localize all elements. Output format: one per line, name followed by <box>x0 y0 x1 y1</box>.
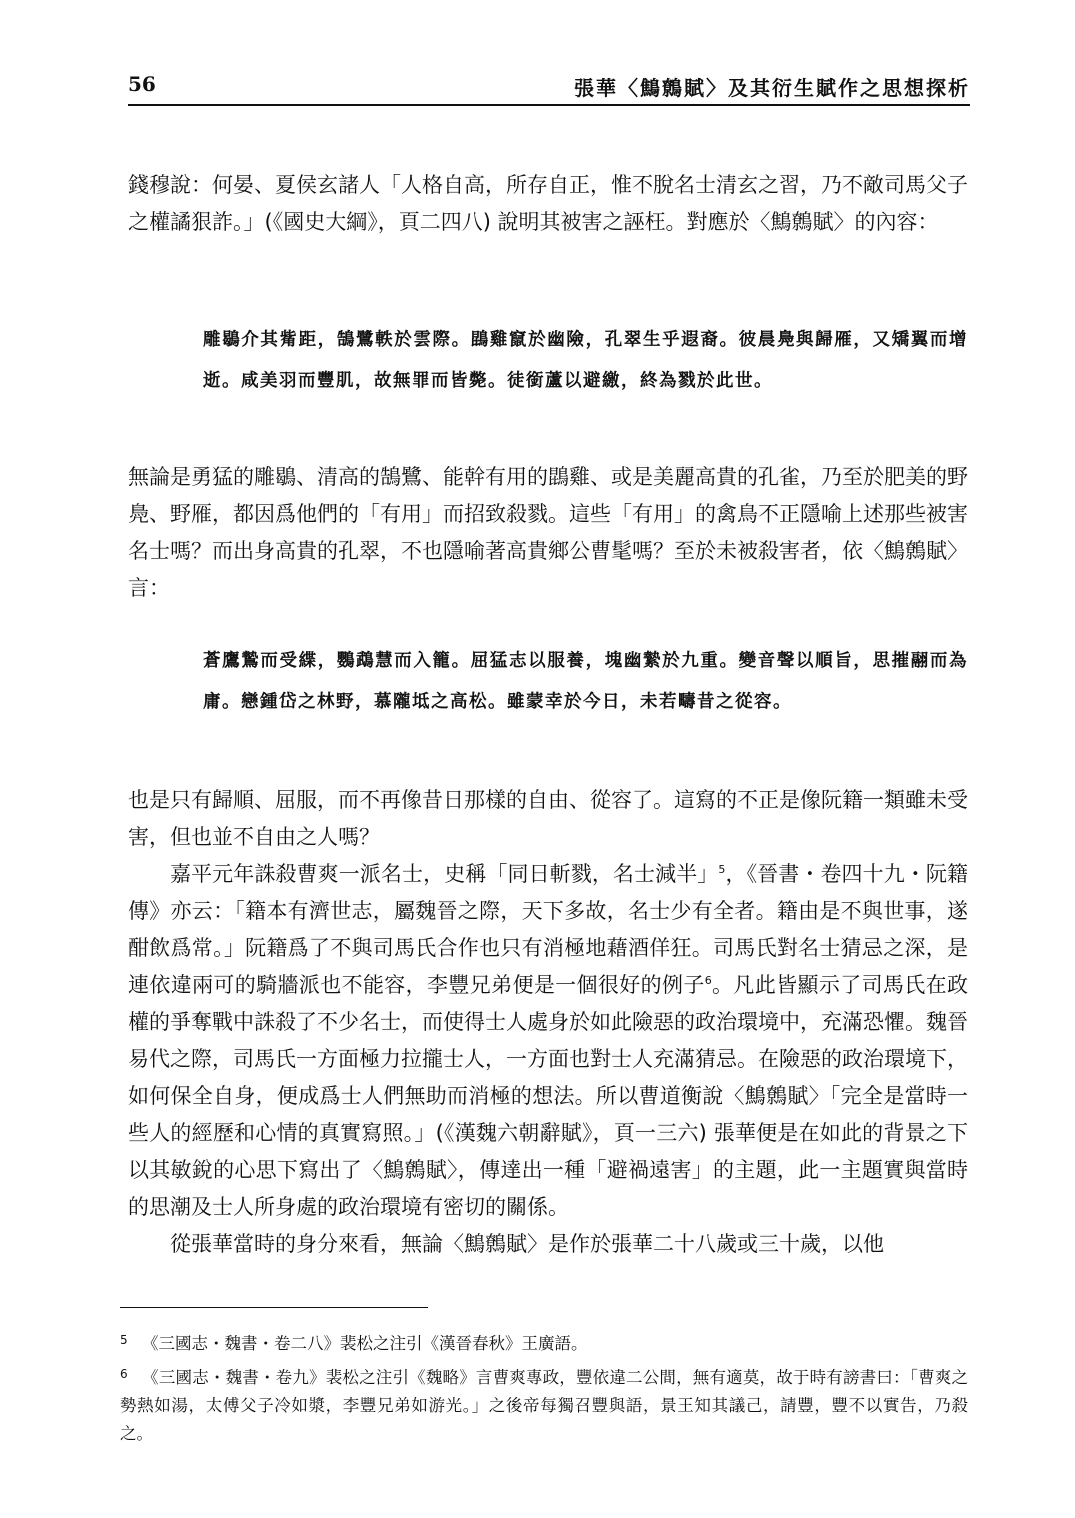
paragraph-4-text-b: ，《晉書・卷四十九・阮籍傳》亦云：「籍本有濟世志，屬魏晉之際，天下多故，名士少有全者。籍由是不與世事，遂酣飲爲常。」阮籍爲了不與司馬氏合作也只有消極地藉酒佯狂。司馬氏對名士猜忌之深，是連依違兩可的騎牆派也不能容，李豐兄弟便是一個很好的例子 <box>128 862 969 997</box>
body-paragraph-1: 錢穆說：何晏、夏侯玄諸人「人格自高，所存自正，惟不脫名士清玄之習，乃不敵司馬父子之權譎狠詐。」(《國史大綱》，頁二四八) 說明其被害之誣枉。對應於〈鷦鷯賦〉的內容： <box>128 173 968 234</box>
footnote-text-6: 《三國志・魏書・卷九》裴松之注引《魏略》言曹爽專政，豐依違二公間，無有適莫，故于時有謗書曰：「曹爽之勢熱如湯，太傅父子冷如漿，李豐兄弟如游光。」之後帝每獨召豐與語，景王知其議己，請豐，豐不以實告，乃殺之。 <box>120 1368 968 1443</box>
paragraph-4-text-c: 。凡此皆顯示了司馬氏在政權的爭奪戰中誅殺了不少名士，而使得士人處身於如此險惡的政治環境中，充滿恐懼。魏晉易代之際，司馬氏一方面極力拉攏士人，一方面也對士人充滿猜忌。在險惡的政治環境下，如何保全自身，便成爲士人們無助而消極的想法。所以曹道衡說〈鷦鷯賦〉「完全是當時一些人的經歷和心情的真實寫照。」(《漢魏六朝辭賦》，頁一三六) 張華便是在如此的背景之下以其敏銳的心思下寫出了〈鷦鷯賦〉，傳達出一種「避禍遠害」的主題，此一主題實與當時的思潮及士人所身處的政治環境有密切的關係。 <box>128 973 969 1219</box>
footnote-separator <box>120 1307 428 1308</box>
footnote-mark-6: 6 <box>120 1367 128 1381</box>
footnote-ref-6[interactable]: 6 <box>704 974 712 987</box>
running-title: 張華〈鷦鷯賦〉及其衍生賦作之思想探析 <box>574 76 970 100</box>
block-quote-2: 蒼鷹鷙而受緤，鸚鵡慧而入籠。屈猛志以服養，塊幽縶於九重。變音聲以順旨，思摧翮而為庸。戀鍾岱之林野，慕隴坻之高松。雖蒙幸於今日，未若疇昔之從容。 <box>203 651 968 712</box>
body-paragraph-5: 從張華當時的身分來看，無論〈鷦鷯賦〉是作於張華二十八歲或三十歲，以他 <box>170 1232 884 1256</box>
running-header <box>128 70 970 106</box>
footnote-5 <box>120 1330 968 1358</box>
block-quote-1: 雕鶡介其觜距，鵠鷺軼於雲際。鵾雞竄於幽險，孔翠生乎遐裔。彼晨鳧與歸雁，又矯翼而增逝。咸美羽而豐肌，故無罪而皆斃。徒銜蘆以避繳，終為戮於此世。 <box>203 330 968 391</box>
footnote-mark-5: 5 <box>120 1333 128 1347</box>
page-number: 56 <box>128 72 156 96</box>
footnote-6 <box>120 1364 968 1448</box>
body-paragraph-2: 無論是勇猛的雕鶡、清高的鵠鷺、能幹有用的鵾雞、或是美麗高貴的孔雀，乃至於肥美的野鳧、野雁，都因爲他們的「有用」而招致殺戮。這些「有用」的禽鳥不正隱喻上述那些被害名士嗎？而出身高貴的孔翠，不也隱喻著高貴鄉公曹髦嗎？至於未被殺害者，依〈鷦鷯賦〉言： <box>128 465 968 600</box>
body-paragraph-3: 也是只有歸順、屈服，而不再像昔日那樣的自由、從容了。這寫的不正是像阮籍一類雖未受害，但也並不自由之人嗎？ <box>128 788 968 849</box>
body-paragraph-4 <box>128 856 968 1226</box>
footnote-text-5: 《三國志・魏書・卷二八》裴松之注引《漢晉春秋》王廣語。 <box>142 1334 588 1353</box>
paragraph-4-text-a: 嘉平元年誅殺曹爽一派名士，史稱「同日斬戮，名士減半」 <box>170 862 719 886</box>
header-rule <box>128 104 970 106</box>
footnote-ref-5[interactable]: 5 <box>718 863 726 876</box>
